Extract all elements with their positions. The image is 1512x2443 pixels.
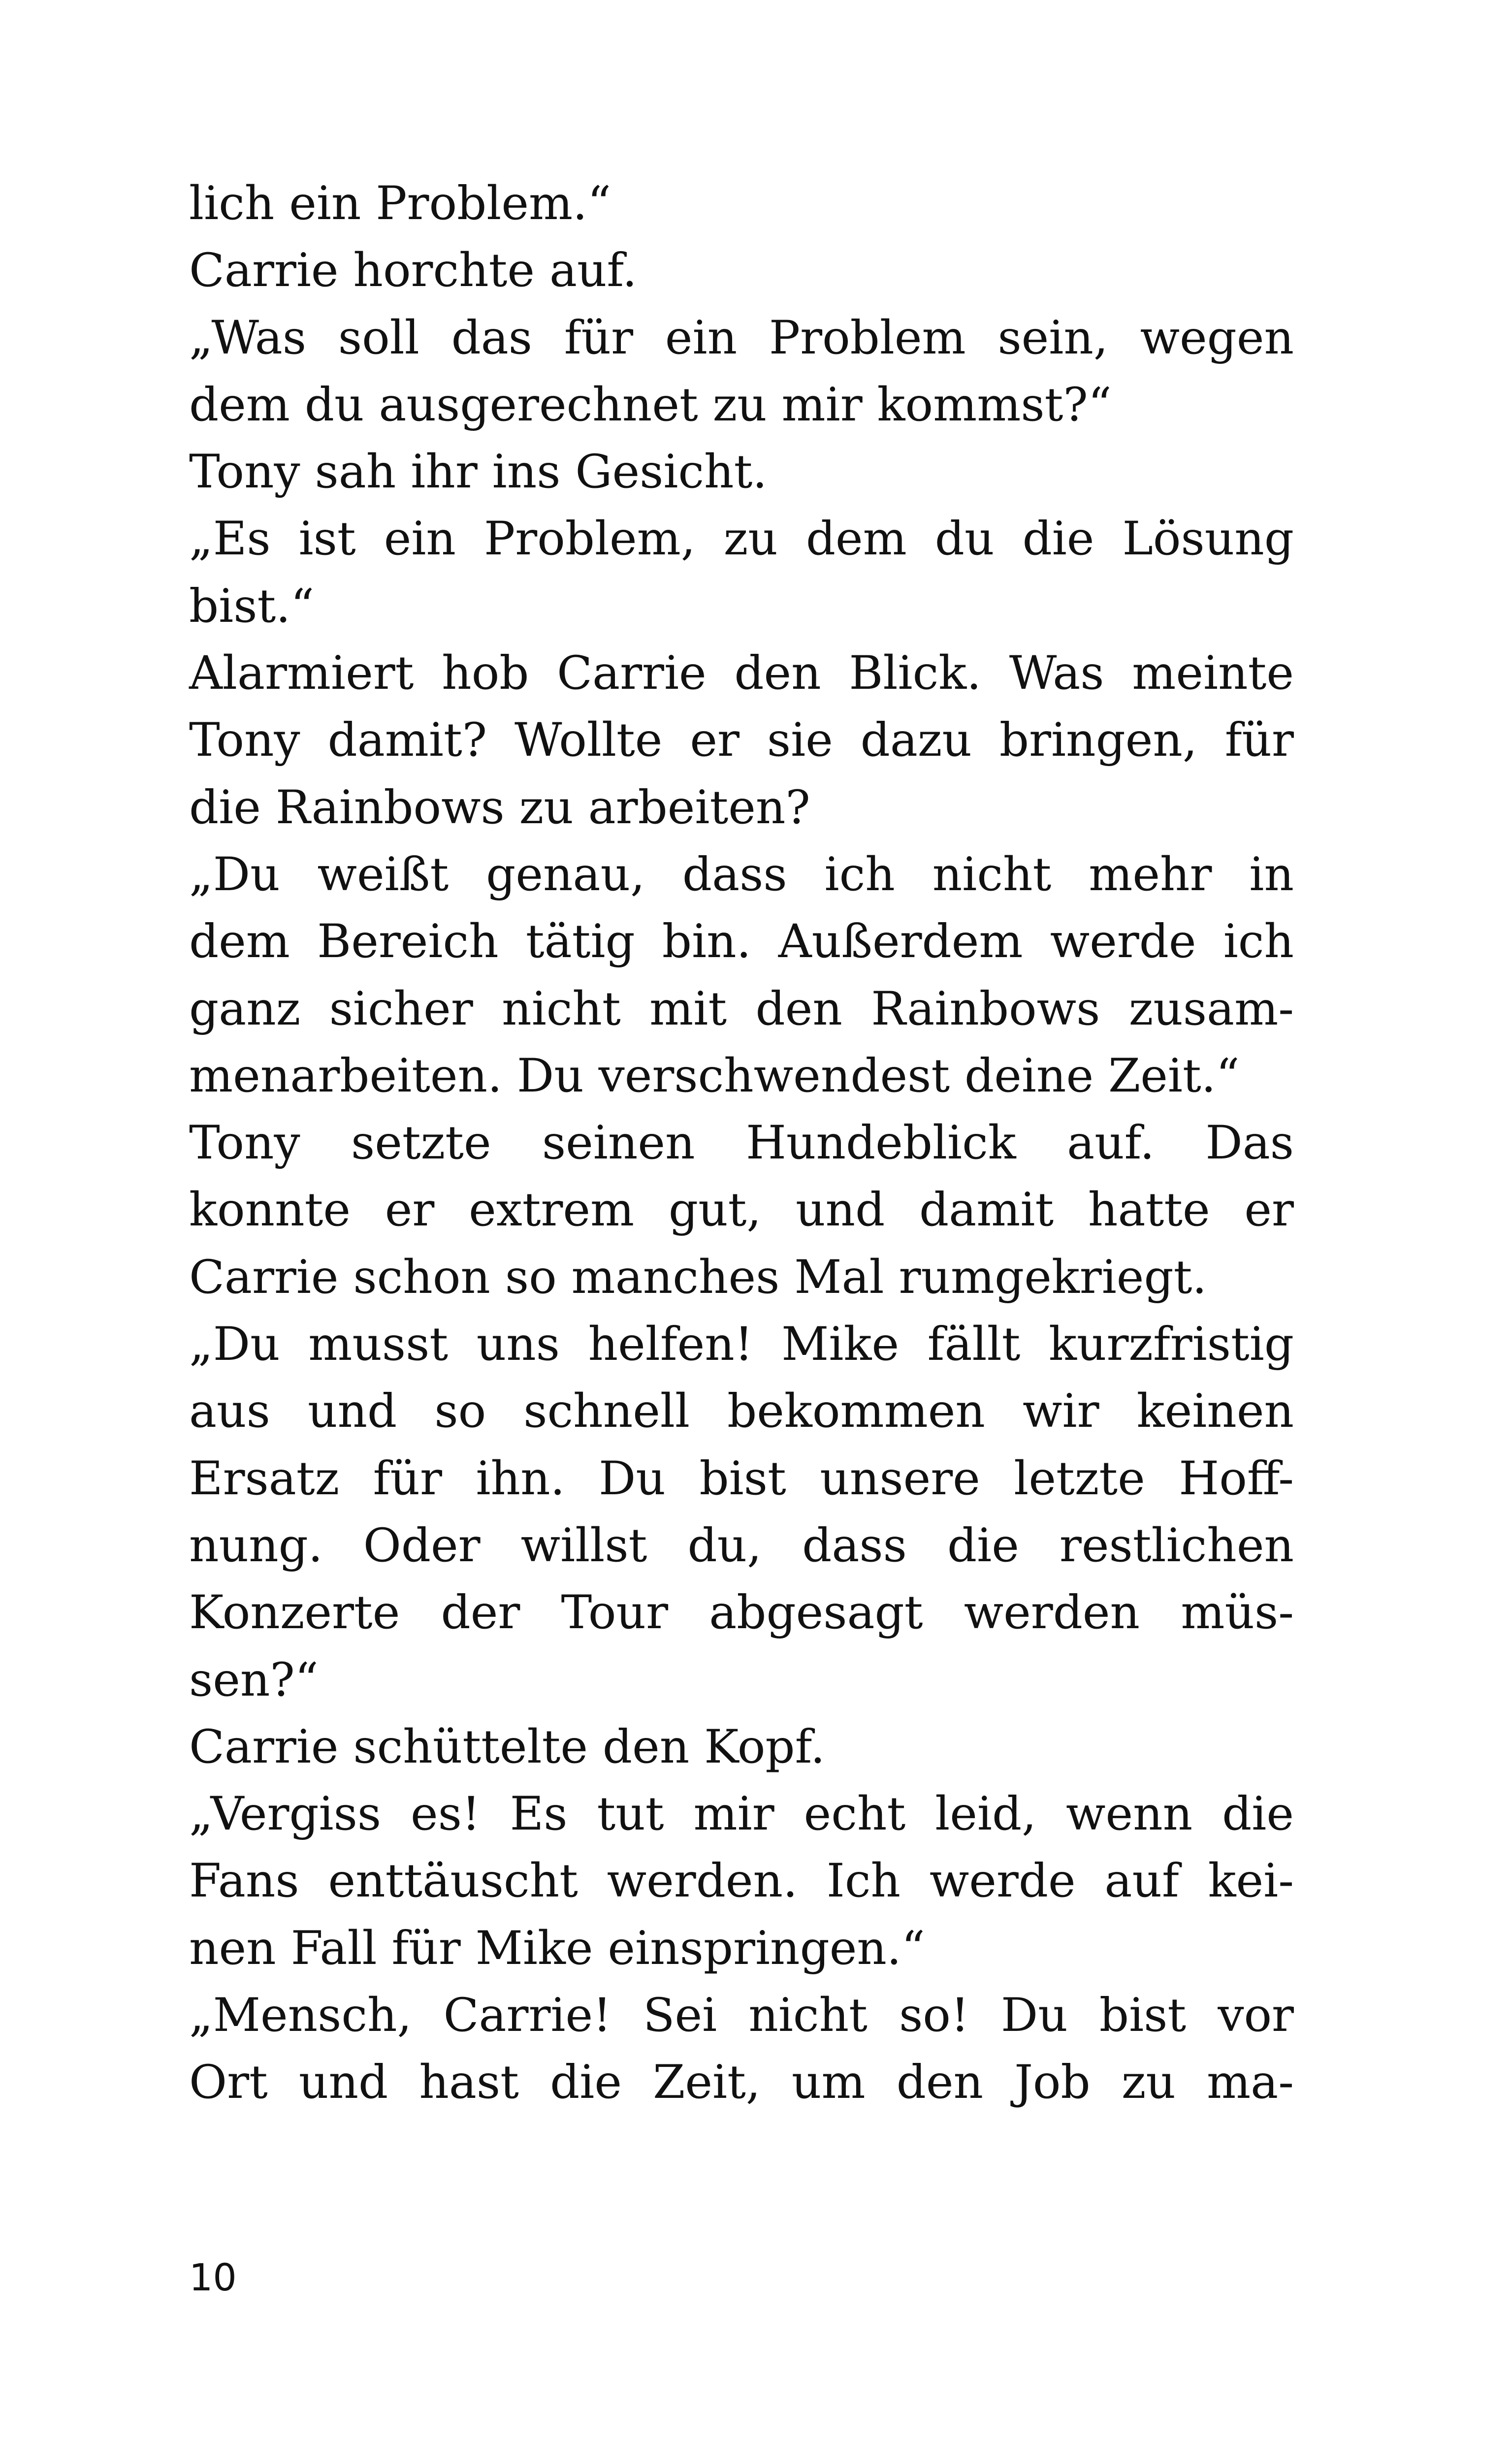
text-line: dem Bereich tätig bin. Außerdem werde ich [189, 915, 1294, 969]
text-line: Ort und hast die Zeit, um den Job zu ma- [189, 2056, 1294, 2110]
text-line: Tony damit? Wollte er sie dazu bringen, für [189, 713, 1294, 768]
text-line: aus und so schnell bekommen wir keinen [189, 1384, 1294, 1439]
text-line: „Du weißt genau, dass ich nicht mehr in [189, 847, 1294, 901]
text-line: lich ein Problem.“ [189, 177, 611, 230]
text-line: Ersatz für ihn. Du bist unsere letzte Hoff- [189, 1451, 1294, 1506]
text-line: dem du ausgerechnet zu mir kommst?“ [189, 378, 1112, 432]
text-line: Alarmiert hob Carrie den Blick. Was meinte [189, 646, 1294, 701]
text-line: Konzerte der Tour abgesagt werden müs- [189, 1586, 1294, 1640]
text-line: bist.“ [189, 579, 315, 633]
text-line: „Du musst uns helfen! Mike fällt kurzfristig [189, 1318, 1294, 1372]
text-line: Tony setzte seinen Hundeblick auf. Das [189, 1116, 1294, 1170]
text-line: sen?“ [189, 1653, 319, 1707]
text-line: nen Fall für Mike einspringen.“ [189, 1921, 925, 1975]
body-text [189, 170, 1294, 2117]
text-line: konnte er extrem gut, und damit hatte er [189, 1183, 1294, 1237]
text-line: die Rainbows zu arbeiten? [189, 780, 810, 835]
text-line: „Vergiss es! Es tut mir echt leid, wenn die [189, 1787, 1294, 1841]
text-line: Tony sah ihr ins Gesicht. [189, 445, 768, 499]
page-number: 10 [189, 2255, 237, 2299]
text-line: menarbeiten. Du verschwendest deine Zeit.“ [189, 1049, 1240, 1103]
text-line: „Mensch, Carrie! Sei nicht so! Du bist vor [189, 1989, 1294, 2043]
text-line: Fans enttäuscht werden. Ich werde auf kei- [189, 1854, 1294, 1908]
text-line: Carrie schon so manches Mal rumgekriegt. [189, 1250, 1207, 1304]
text-line: „Es ist ein Problem, zu dem du die Lösung [189, 512, 1294, 566]
text-line: Carrie horchte auf. [189, 244, 637, 298]
text-line: Carrie schüttelte den Kopf. [189, 1720, 825, 1774]
text-line: ganz sicher nicht mit den Rainbows zusam- [189, 982, 1294, 1036]
text-line: nung. Oder willst du, dass die restlichen [189, 1518, 1294, 1573]
text-line: „Was soll das für ein Problem sein, wegen [189, 311, 1294, 365]
